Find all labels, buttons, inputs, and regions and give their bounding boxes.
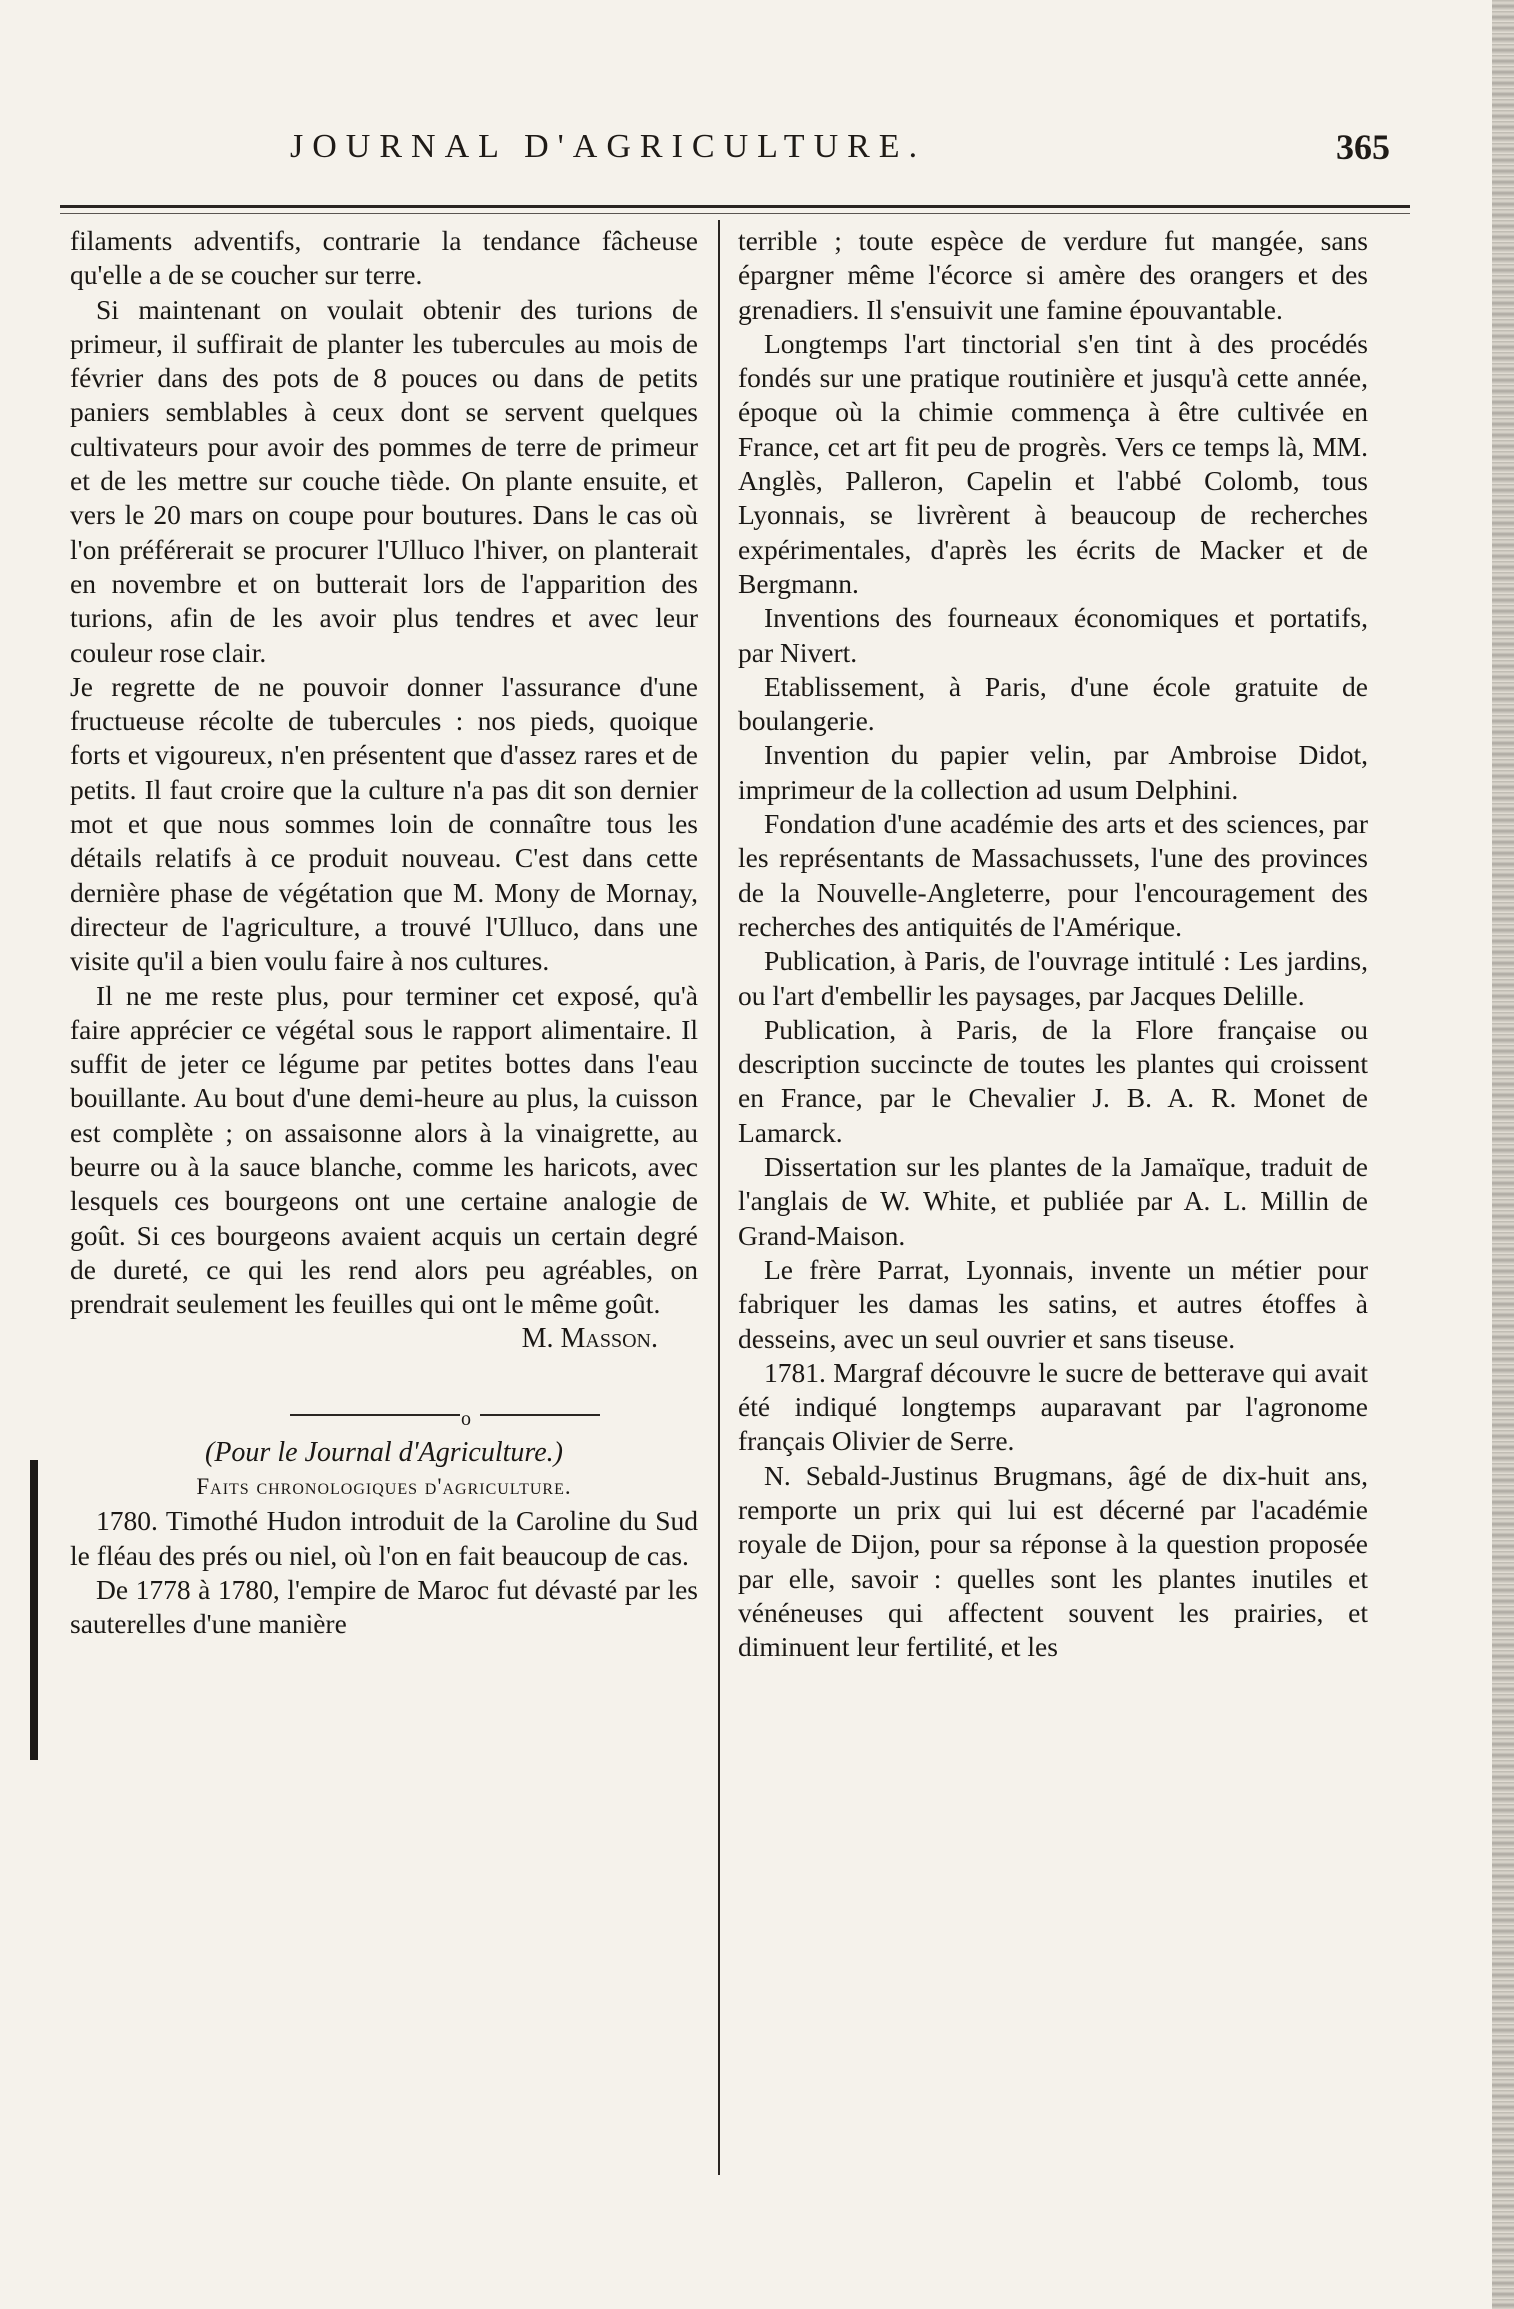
margin-mark [30, 1460, 38, 1760]
paragraph: Dissertation sur les plantes de la Jamaïque, traduit de l'anglais de W. White, et publiée par A. L. Millin de Grand-Maison. [738, 1151, 1368, 1251]
ornament-circle: o [461, 1407, 471, 1430]
paragraph: Invention du papier velin, par Ambroise Didot, imprimeur de la collection ad usum Delphini. [738, 739, 1368, 805]
author-signature: M. Masson. [521, 1322, 658, 1354]
chronology-entry: De 1778 à 1780, l'empire de Maroc fut dévasté par les sauterelles d'une manière [70, 1573, 698, 1640]
paragraph: Inventions des fourneaux économiques et portatifs, par Nivert. [738, 602, 1368, 668]
paragraph: Publication, à Paris, de la Flore française ou description succincte de toutes les plantes qui croissent en France, par le Chevalier J. B. A. R. Monet de Lamarck. [738, 1013, 1368, 1148]
running-title: JOURNAL D'AGRICULTURE. [290, 128, 927, 165]
page-number: 365 [1336, 127, 1390, 167]
paragraph: Etablissement, à Paris, d'une école gratuite de boulangerie. [738, 670, 1368, 737]
ornament-line-right [480, 1414, 600, 1416]
column-divider [718, 220, 720, 2175]
attribution: (Pour le Journal d'Agriculture.) [205, 1436, 563, 1468]
section-ornament [70, 1396, 698, 1436]
paragraph: Il ne me reste plus, pour terminer cet exposé, qu'à faire apprécier ce végétal sous le rapport alimentaire. Il suffit de jeter ce légume par petites bottes dans l'eau bouillante. Au bout d'une demi-heure au plus, la cuisson est complète ; on assaisonne alors à la vinaigrette, au beurre ou à la sauce blanche, comme les haricots, avec lesquels ces bourgeons ont une certaine analogie de goût. Si ces bourgeons avaient acquis un certain degré de dureté, ce qui les rend alors peu agréables, on prendrait seulement les feuilles qui ont le même goût. [70, 979, 698, 1320]
paragraph: N. Sebald-Justinus Brugmans, âgé de dix-huit ans, remporte un prix qui lui est décerné par l'académie royale de Dijon, pour sa réponse à la question proposée par elle, savoir : quelles sont les plantes inutiles et vénéneuses qui affectent souvent les prairies, et diminuent leur fertilité, et les [738, 1459, 1368, 1663]
paragraph: Le frère Parrat, Lyonnais, invente un métier pour fabriquer les damas les satins, et autres étoffes à desseins, avec un seul ouvrier et sans tiseuse. [738, 1253, 1368, 1354]
paragraph: Longtemps l'art tinctorial s'en tint à des procédés fondés sur une pratique routinière et jusqu'à cette année, époque où la chimie commença à être cultivée en France, cet art fit peu de progrès. Vers ce temps là, MM. Anglès, Palleron, Capelin et l'abbé Colomb, tous Lyonnais, se livrèrent à beaucoup de recherches expérimentales, d'après les écrits de Macker et de Bergmann. [738, 327, 1368, 599]
paragraph: Si maintenant on voulait obtenir des turions de primeur, il suffirait de planter les tubercules au mois de février dans des pots de 8 pouces ou dans de petits paniers semblables à ceux dont se servent quelques cultivateurs pour avoir des pommes de terre de primeur et de les mettre sur couche tiède. On plante ensuite, et vers le 20 mars on coupe pour boutures. Dans le cas où l'on préférerait se procurer l'Ulluco l'hiver, on planterait en novembre et on butterait lors de l'apparition des turions, afin de les avoir plus tendres et avec leur couleur rose clair. [70, 293, 698, 668]
paragraph: 1781. Margraf découvre le sucre de betterave qui avait été indiqué longtemps auparavant par l'agronome français Olivier de Serre. [738, 1356, 1368, 1457]
paragraph: Je regrette de ne pouvoir donner l'assurance d'une fructueuse récolte de tubercules : nos pieds, quoique forts et vigoureux, n'en présentent que d'assez rares et de petits. Il faut croire que la culture n'a pas dit son dernier mot et que nous sommes loin de connaître tous les détails relatifs à ce produit nouveau. C'est dans cette dernière phase de végétation que M. Mony de Mornay, directeur de l'agriculture, a trouvé l'Ulluco, dans une visite qu'il a bien voulu faire à nos cultures. [70, 670, 698, 977]
left-column [70, 224, 698, 1642]
page-edge [1492, 0, 1514, 2309]
section-title: Faits chronologiques d'agriculture. [196, 1474, 572, 1500]
right-column [738, 224, 1368, 1664]
page-header [60, 128, 1410, 178]
header-rule [60, 205, 1410, 208]
paragraph: Publication, à Paris, de l'ouvrage intitulé : Les jardins, ou l'art d'embellir les paysages, par Jacques Delille. [738, 945, 1368, 1011]
header-rule-thin [60, 213, 1410, 214]
ornament-line-left [290, 1414, 460, 1416]
paragraph: filaments adventifs, contrarie la tendance fâcheuse qu'elle a de se coucher sur terre. [70, 225, 698, 291]
chronology-entry: 1780. Timothé Hudon introduit de la Caroline du Sud le fléau des prés ou niel, où l'on en fait beaucoup de cas. [70, 1505, 698, 1571]
paragraph: terrible ; toute espèce de verdure fut mangée, sans épargner même l'écorce si amère des orangers et des grenadiers. Il s'ensuivit une famine épouvantable. [738, 225, 1368, 325]
paragraph: Fondation d'une académie des arts et des sciences, par les représentants de Massachussets, l'une des provinces de la Nouvelle-Angleterre, pour l'encouragement des recherches des antiquités de l'Amérique. [738, 808, 1368, 942]
